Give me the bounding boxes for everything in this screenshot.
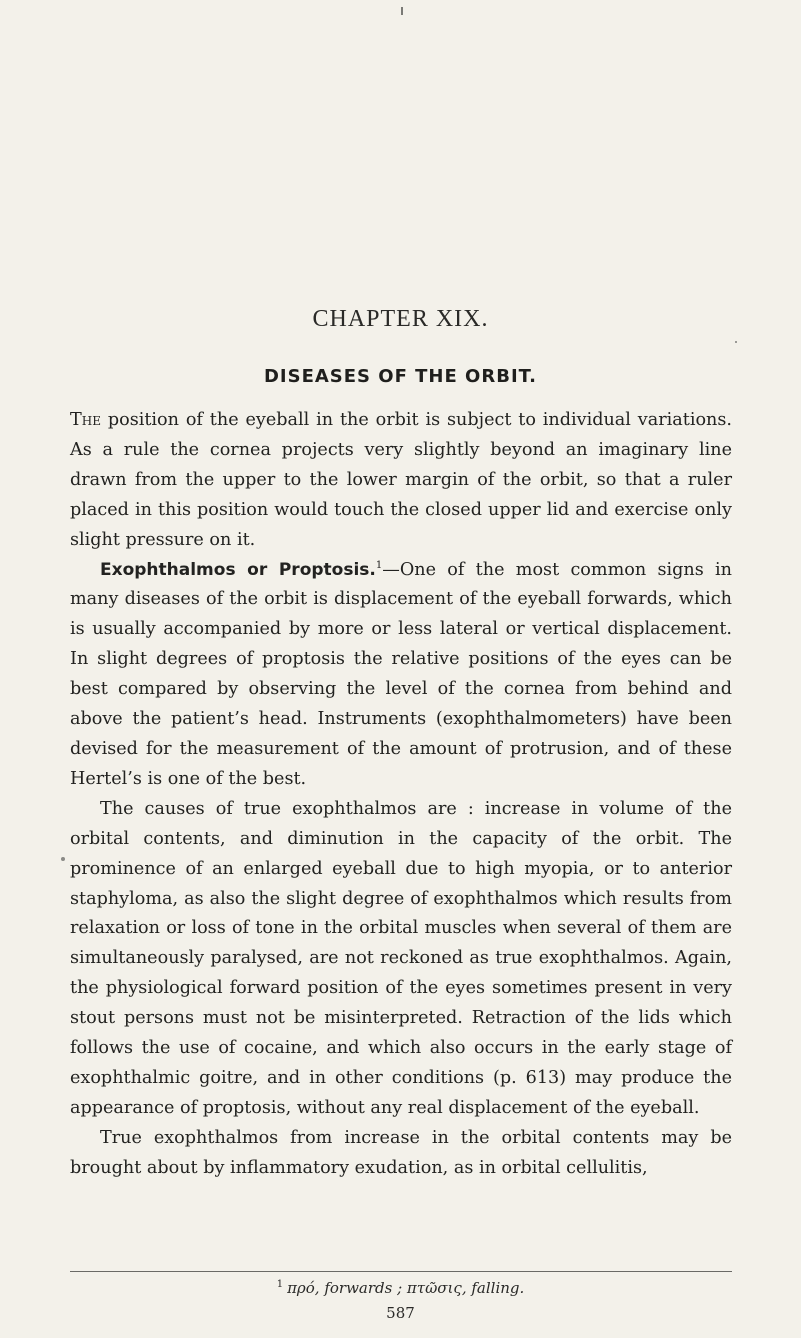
run-in-heading: Exophthalmos or Proptosis. (100, 559, 376, 580)
footnote-reference[interactable]: 1 (375, 559, 383, 571)
paragraph-lead-word: The (70, 410, 101, 430)
scan-speck (735, 341, 737, 343)
paragraph-exophthalmos (70, 556, 732, 795)
footnote (0, 1279, 801, 1297)
page-number: 587 (386, 1304, 415, 1322)
body-text (70, 406, 732, 1184)
paragraph-true-exophthalmos: True exophthalmos from increase in the orbital contents may be brought about by inflammatory exudation, as in orbital cellulitis, (70, 1127, 732, 1178)
section-title: DISEASES OF THE ORBIT. (263, 366, 538, 387)
footnote-text: πρό, forwards ; πτῶσις, falling. (287, 1279, 525, 1297)
chapter-heading: CHAPTER XIX. (312, 306, 489, 332)
margin-mark (61, 857, 65, 861)
footnote-mark: 1 (276, 1279, 284, 1290)
footnote-divider (70, 1271, 732, 1272)
paragraph-causes: The causes of true exophthalmos are : increase in volume of the orbital contents, and diminution in the capacity of the orbit. The prominence of an enlarged eyeball due to high myopia, or to anterior staphyloma, as also the slight degree of exophthalmos which results from relaxation or loss of tone in the orbital muscles when several of them are simultaneously paralysed, are not reckoned as true exophthalmos. Again, the physiological forward position of the eyes sometimes present in very stout persons must not be misinterpreted. Retraction of the lids which follows the use of cocaine, and which also occurs in the early stage of exophthalmic goitre, and in other conditions (p. 613) may produce the appearance of proptosis, without any real displacement of the eyeball. (70, 798, 732, 1118)
paragraph-intro (70, 406, 732, 556)
scan-mark (401, 7, 403, 15)
paragraph-intro-text: position of the eyeball in the orbit is subject to individual variations. As a rule the cornea projects very slightly beyond an imaginary line drawn from the upper to the lower margin of the orbit, so that a ruler placed in this position would touch the closed upper lid and exercise only slight pressure on it. (70, 410, 732, 550)
paragraph-exophthalmos-text: —One of the most common signs in many diseases of the orbit is displacement of the eyeball forwards, which is usually accompanied by more or less lateral or vertical displacement. In slight degrees of proptosis the relative positions of the eyes can be best compared by observing the level of the cornea from behind and above the patient’s head. Instruments (exophthalmometers) have been devised for the measurement of the amount of protrusion, and of these Hertel’s is one of the best. (70, 559, 732, 789)
